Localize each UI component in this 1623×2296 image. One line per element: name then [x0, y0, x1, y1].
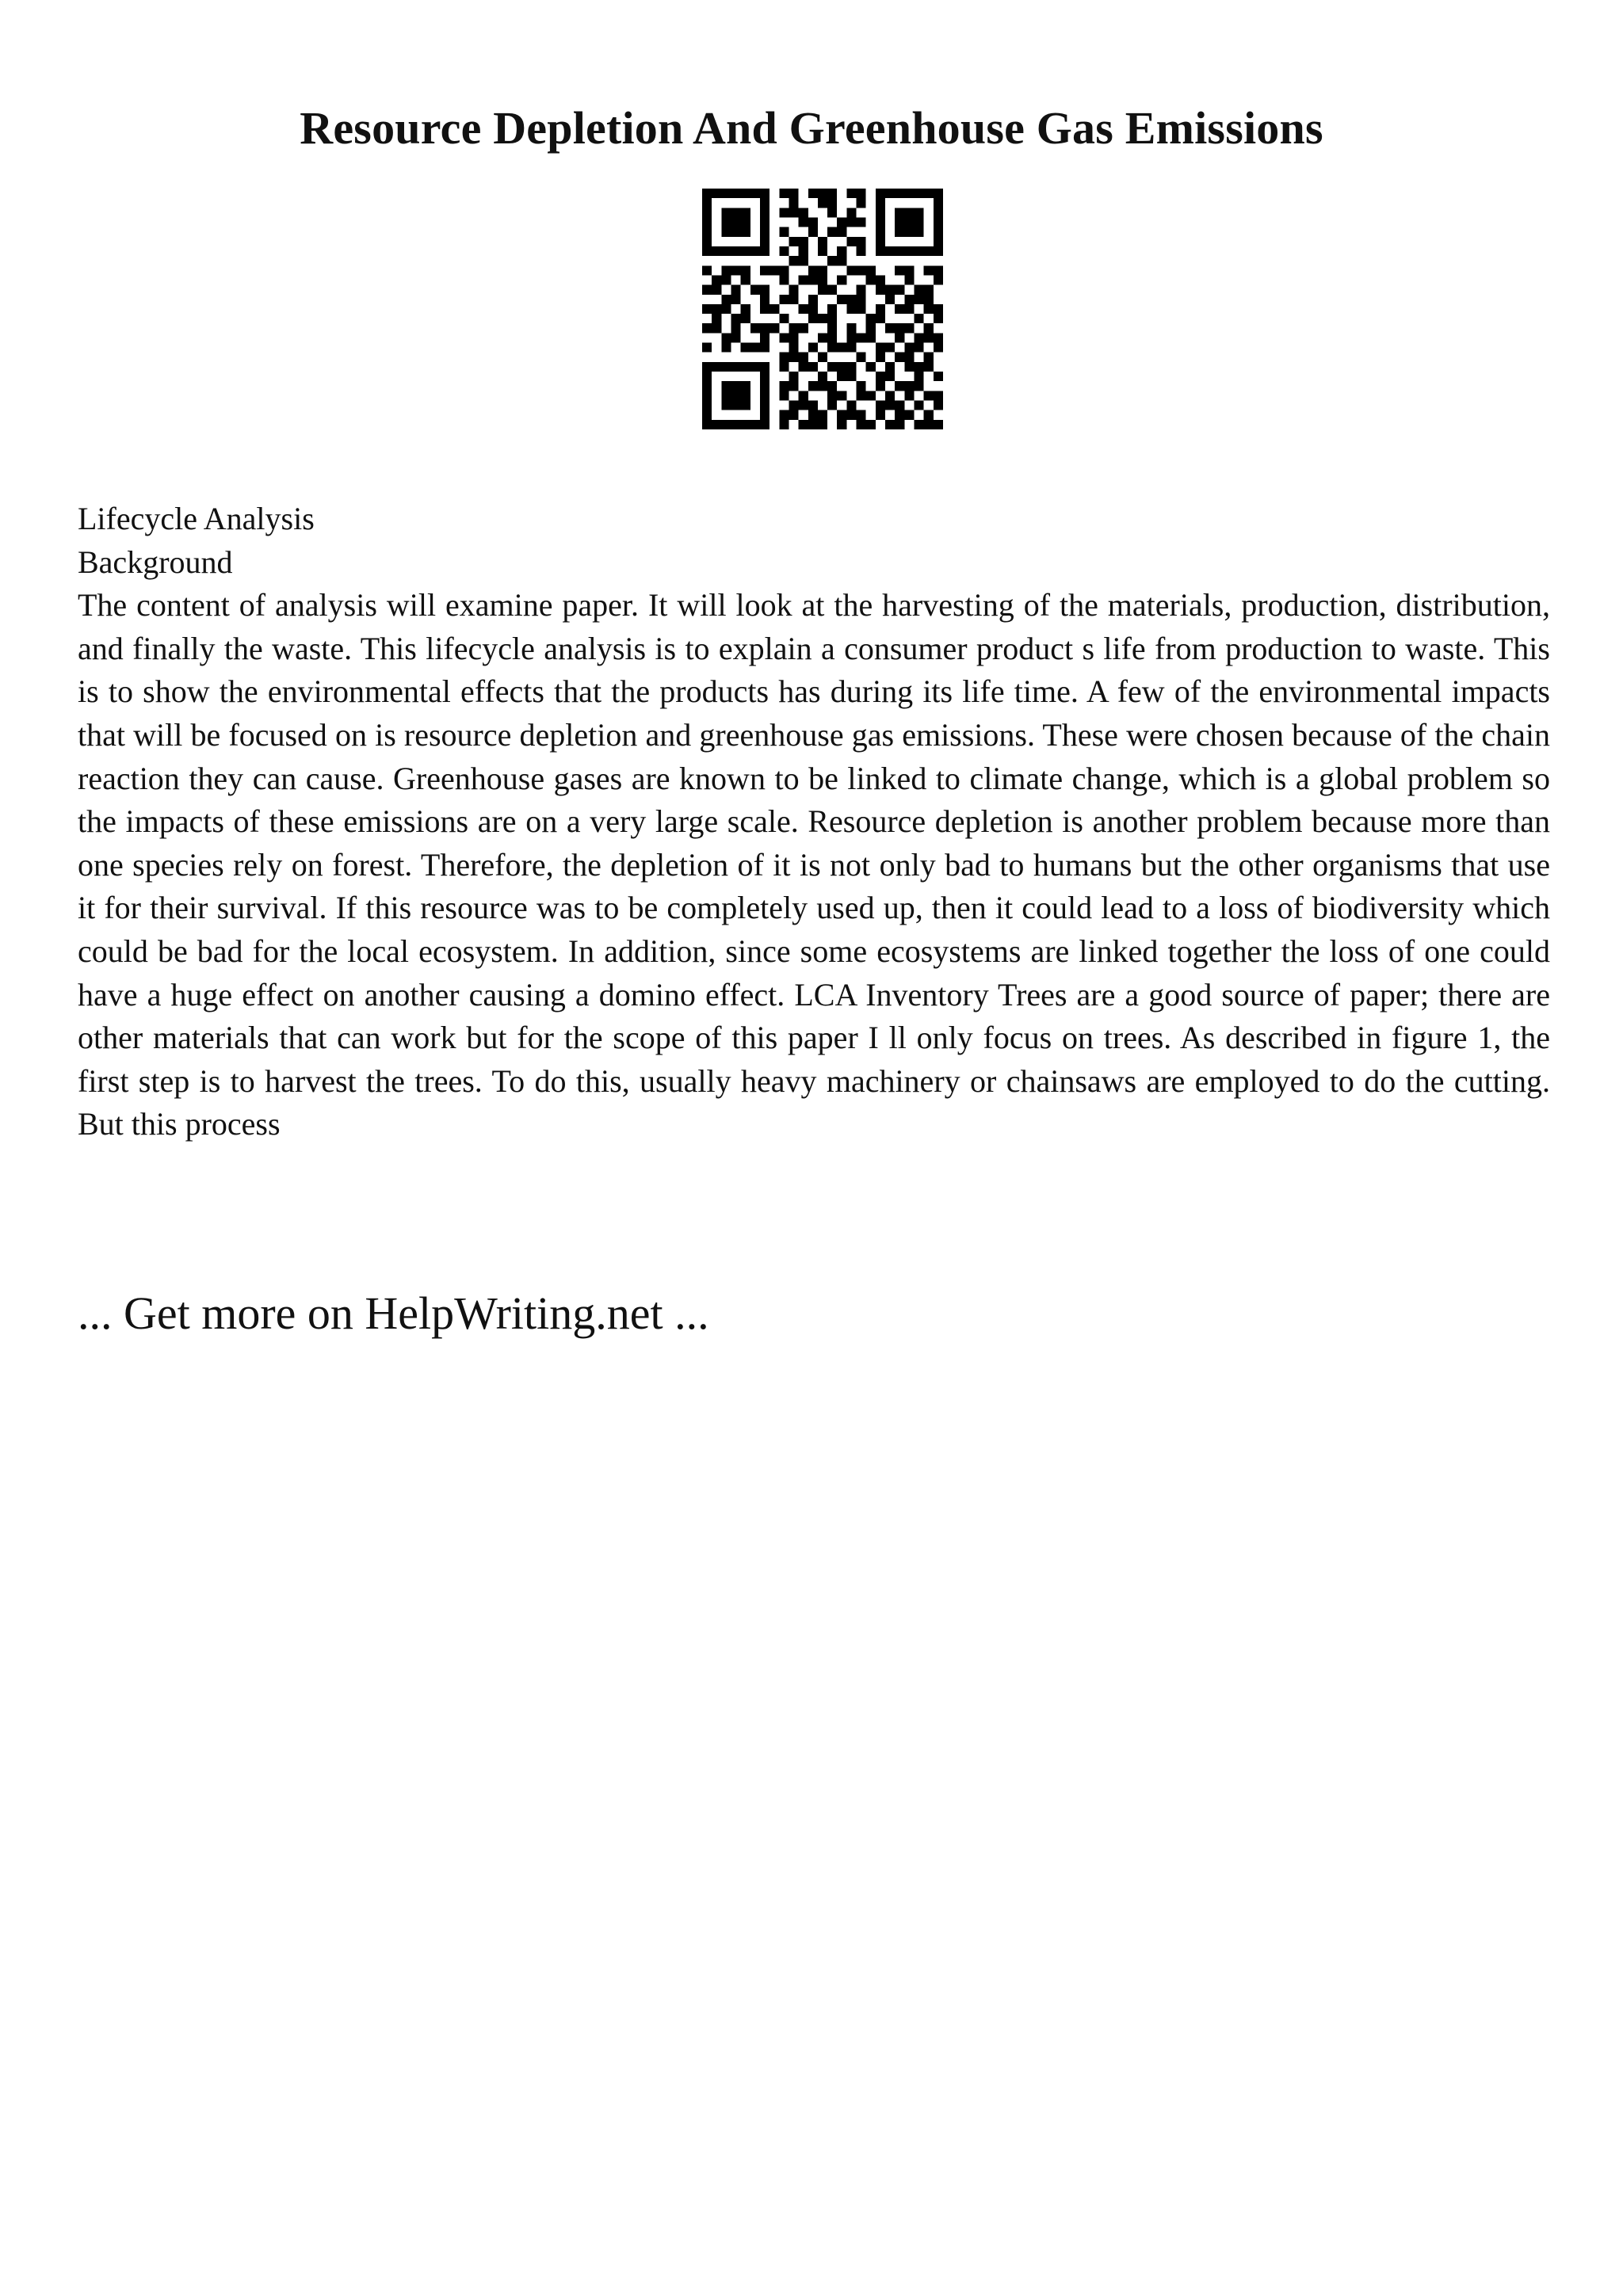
section-heading: Lifecycle Analysis	[78, 501, 315, 536]
document-title: Resource Depletion And Greenhouse Gas Emissions	[300, 102, 1323, 154]
subheading: Background	[78, 543, 233, 580]
qr-code-icon	[702, 189, 943, 429]
get-more-link[interactable]: ... Get more on HelpWriting.net ...	[78, 1287, 709, 1339]
body-paragraph: The content of analysis will examine paper. It will look at the harvesting of the materials, production, distribution, and finally the waste. This lifecycle analysis is to explain a consumer product s life from production to waste. This is to show the environmental effects that the products has during its life time. A few of the environmental impacts that will be focused on is resource depletion and greenhouse gas emissions. These were chosen because of the chain reaction they can cause. Greenhouse gases are known to be linked to climate change, which is a global problem so the impacts of these emissions are on a very large scale. Resource depletion is another problem because more than one species rely on forest. Therefore, the depletion of it is not only bad to humans but the other organisms that use it for their survival. If this resource was to be completely used up, then it could lead to a loss of biodiversity which could be bad for the local ecosystem. In addition, since some ecosystems are linked together the loss of one could have a huge effect on another causing a domino effect. LCA Inventory Trees are a good source of paper; there are other materials that can work but for the scope of this paper I ll only focus on trees. As described in figure 1, the first step is to harvest the trees. To do this, usually heavy machinery or chainsaws are employed to do the cutting. But this process	[78, 587, 1550, 1142]
document-content	[78, 498, 1552, 1146]
